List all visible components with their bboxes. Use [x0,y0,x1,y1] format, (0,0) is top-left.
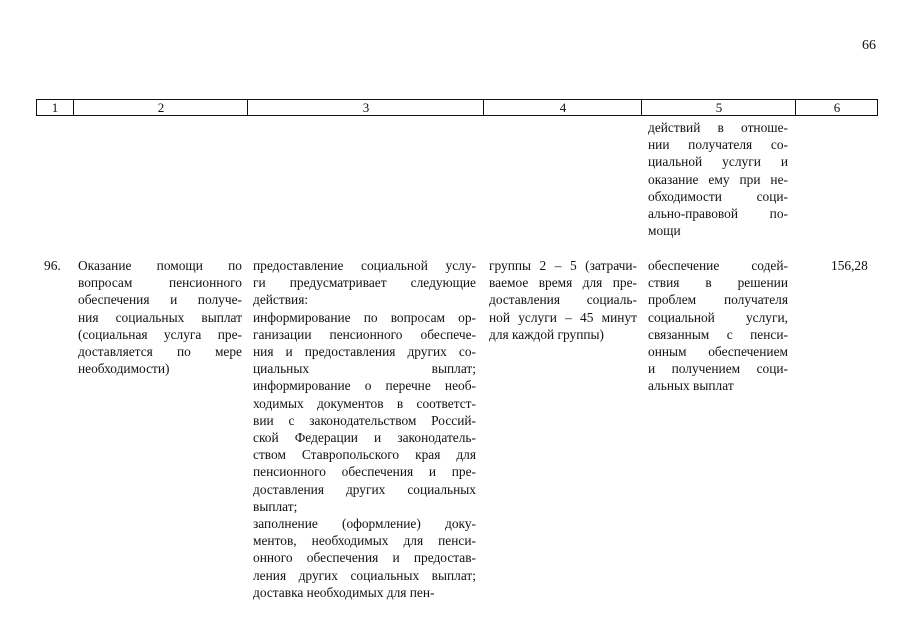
text-line: для каждой группы) [489,326,605,342]
page-number: 66 [862,38,876,53]
text-line: альных выплат [648,378,734,394]
header-col-1: 1 [51,100,59,115]
text-line: обеспечения и получе- [78,292,242,308]
text-line: действия: [253,292,309,308]
text-line: доставления социаль- [489,292,637,308]
text-line: информирование по вопросам ор- [253,309,476,325]
text-line: ганизации пенсионного обеспече- [253,326,476,342]
text-line: ходимых документов в соответст- [253,395,476,411]
text-line: доставляется по мере [78,344,242,360]
text-line: ги предусматривает следующие [253,275,476,291]
header-col-2: 2 [73,100,248,115]
row-number: 96. [44,258,61,273]
text-line: нии получателя со- [648,137,788,153]
text-line: предоставление социальной услу- [253,258,476,273]
text-line: вопросам пенсионного [78,275,242,291]
text-line: Оказание помощи по [78,258,242,273]
text-line: циальных выплат; [253,361,476,377]
text-line: ния и предоставления других со- [253,344,476,360]
text-line: и получением соци- [648,361,788,377]
text-line: (социальная услуга пре- [78,326,242,342]
text-line: необходимости) [78,361,170,377]
text-line: оказание ему при не- [648,171,788,187]
row-service-time [489,257,637,343]
text-line: ством Ставропольского края для [253,447,476,463]
text-line: связанным с пенси- [648,326,788,342]
row-service-description [253,257,476,601]
header-col-3: 3 [247,100,484,115]
text-line: проблем получателя [648,292,788,308]
row-tariff: 156,28 [831,258,868,273]
header-col-4: 4 [483,100,642,115]
header-col-6: 6 [795,100,878,115]
row-service-result [648,257,788,395]
text-line: ской Федерации и законодатель- [253,430,476,446]
text-line: ния социальных выплат [78,309,242,325]
row-service-name [78,257,242,377]
text-line: доставления других социальных [253,481,476,497]
text-line: онного обеспечения и предостав- [253,550,476,566]
table-header-row [36,99,878,116]
text-line: действий в отноше- [648,120,788,135]
text-line: ления других социальных выплат; [253,567,476,583]
text-line: пенсионного обеспечения и пре- [253,464,476,480]
text-line: доставка необходимых для пен- [253,584,435,600]
text-line: вии с законодательством Россий- [253,412,476,428]
text-line: ной услуги – 45 минут [489,309,637,325]
text-line: обеспечение содей- [648,258,788,273]
text-line: ствия в решении [648,275,788,291]
text-line: мощи [648,223,681,239]
text-line: онным обеспечением [648,344,788,360]
text-line: ментов, необходимых для пенси- [253,533,476,549]
text-line: группы 2 – 5 (затрачи- [489,258,637,273]
text-line: циальной услуги и [648,154,788,170]
text-line: выплат; [253,498,298,514]
text-line: обходимости соци- [648,188,788,204]
continued-row-col5 [648,119,788,239]
text-line: ваемое время для пре- [489,275,637,291]
text-line: ально-правовой по- [648,206,788,222]
text-line: заполнение (оформление) доку- [253,516,476,532]
text-line: информирование о перечне необ- [253,378,476,394]
header-col-5: 5 [641,100,796,115]
text-line: социальной услуги, [648,309,788,325]
